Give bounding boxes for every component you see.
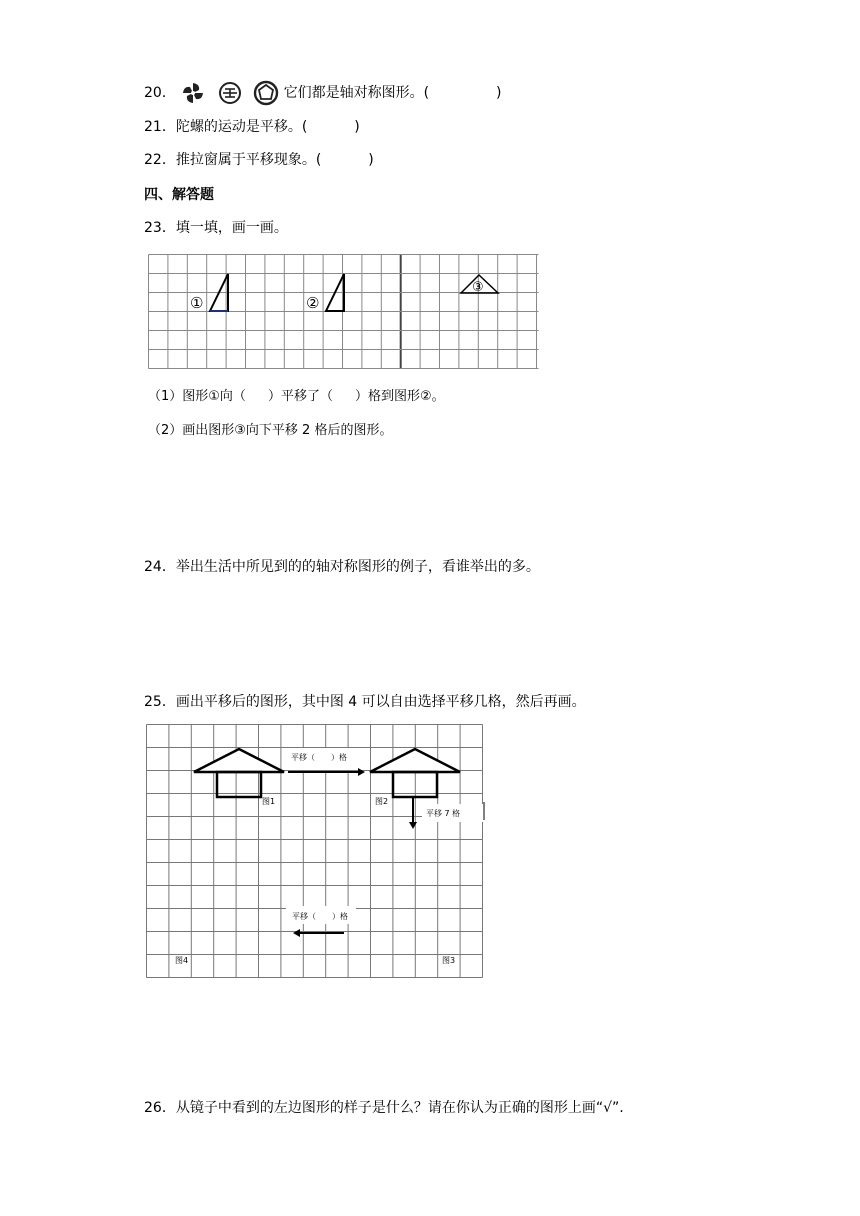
pinwheel-icon <box>180 80 206 106</box>
question-22-text: 22．推拉窗属于平移现象。( <box>144 152 322 168</box>
question-21 <box>144 118 360 136</box>
figure-1-label: 图1 <box>262 797 276 806</box>
question-23-part-2: （2）画出图形③向下平移 2 格后的图形。 <box>148 423 393 438</box>
label-1: ① <box>190 294 204 312</box>
question-21-text: 21．陀螺的运动是平移。( <box>144 119 308 135</box>
house-figure-1 <box>194 749 284 797</box>
label-2: ② <box>306 294 320 312</box>
figure-2-label: 图2 <box>375 797 389 806</box>
arrow-down-label: 平移 7 格 <box>426 809 461 818</box>
part-1-text-c: ）格到图形②。 <box>354 389 445 404</box>
part-1-text-a: （1）图形①向（ <box>148 389 246 404</box>
circle-emblem-icon <box>217 80 243 106</box>
label-3: ③ <box>472 280 484 295</box>
grid-figure-25 <box>146 724 490 980</box>
question-23-part-1 <box>148 388 445 406</box>
arrow-right-label: 平移（ ）格 <box>291 753 347 762</box>
question-26-text: 26．从镜子中看到的左边图形的样子是什么？请在你认为正确的图形上画“√”. <box>144 1100 624 1116</box>
grid-figure-23 <box>148 254 540 370</box>
pentagon-ring-icon <box>253 80 279 106</box>
arrow-left-head <box>293 929 300 937</box>
question-22 <box>144 151 374 169</box>
question-21-blank-close: ) <box>354 119 360 135</box>
question-20-number: 20． <box>144 85 176 101</box>
question-25-text: 25．画出平移后的图形，其中图 4 可以自由选择平移几格，然后再画。 <box>144 694 586 710</box>
figure-4-label: 图4 <box>175 956 189 965</box>
question-20-blank-close: ) <box>496 85 502 101</box>
arrow-left-label: 平移（ ）格 <box>292 912 348 921</box>
question-20 <box>144 80 501 106</box>
section-heading: 四、解答题 <box>144 187 214 203</box>
question-20-text: 它们都是轴对称图形。( <box>283 85 430 101</box>
arrow-right-head <box>358 768 365 776</box>
question-24-text: 24．举出生活中所见到的的轴对称图形的例子，看谁举出的多。 <box>144 559 540 575</box>
question-23-text: 23．填一填，画一画。 <box>144 220 288 236</box>
part-1-text-b: ）平移了（ <box>267 389 333 404</box>
question-22-blank-close: ) <box>368 152 374 168</box>
figure-3-label: 图3 <box>442 956 456 965</box>
